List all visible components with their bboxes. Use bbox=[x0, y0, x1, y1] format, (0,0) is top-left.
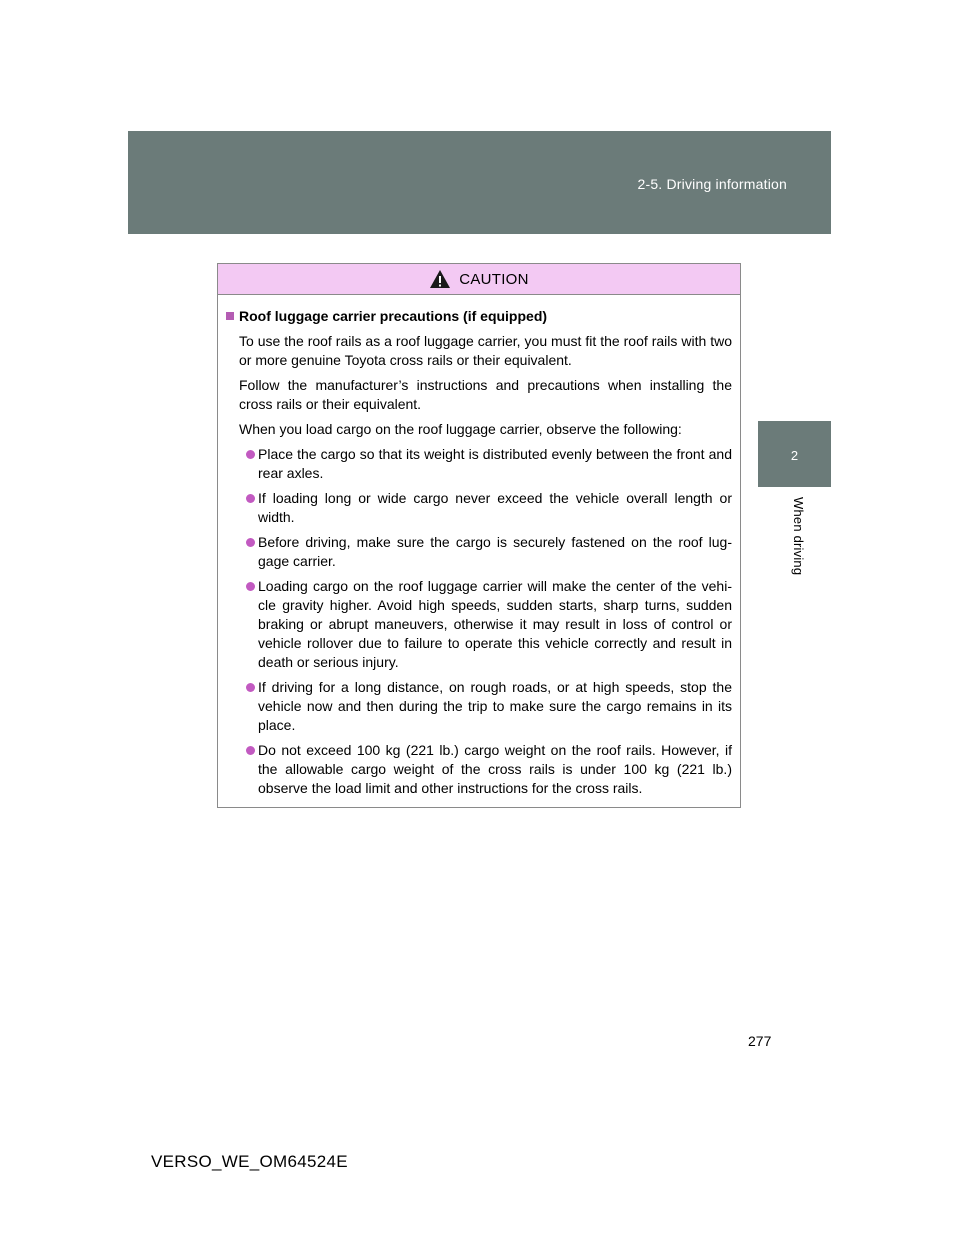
square-bullet-icon bbox=[226, 312, 234, 320]
caution-heading-text: Roof luggage carrier precautions (if equipped) bbox=[239, 308, 548, 324]
section-title: 2-5. Driving information bbox=[637, 176, 787, 192]
bullet-dot-icon bbox=[246, 746, 255, 755]
list-item-text: If driving for a long distance, on rough roads, or at high speeds, stop the vehicle now and then during the trip to make sure the cargo remains in its place. bbox=[258, 679, 732, 733]
paragraph: When you load cargo on the roof luggage carrier, observe the following: bbox=[239, 421, 682, 437]
caution-list bbox=[226, 445, 732, 798]
chapter-tab bbox=[758, 421, 831, 487]
chapter-label: When driving bbox=[791, 497, 806, 576]
bullet-dot-icon bbox=[246, 450, 255, 459]
list-item bbox=[226, 577, 732, 672]
paragraph: To use the roof rails as a roof luggage carrier, you must fit the roof rails with two or more genuine Toyota cross rails or their equivalent. bbox=[239, 333, 732, 368]
list-item bbox=[226, 489, 732, 527]
caution-header bbox=[218, 264, 740, 295]
list-item bbox=[226, 533, 732, 571]
list-item bbox=[226, 445, 732, 483]
list-item bbox=[226, 678, 732, 735]
bullet-dot-icon bbox=[246, 538, 255, 547]
list-item-text: Loading cargo on the roof luggage carrier will make the center of the vehi-cle gravity higher. Avoid high speeds, sudden starts, sharp turns, sudden braking or abrupt maneuvers, otherwise it may result in loss of control or vehicle rollover due to failure to operate this vehicle correctly and result in death or serious injury. bbox=[258, 578, 732, 670]
caution-box bbox=[217, 263, 741, 808]
list-item-text: If loading long or wide cargo never exceed the vehicle overall length or width. bbox=[258, 490, 732, 525]
bullet-dot-icon bbox=[246, 582, 255, 591]
header-bar bbox=[128, 131, 831, 234]
document-code: VERSO_WE_OM64524E bbox=[151, 1152, 348, 1171]
bullet-dot-icon bbox=[246, 494, 255, 503]
caution-body bbox=[218, 295, 740, 798]
caution-heading bbox=[226, 307, 732, 326]
list-item bbox=[226, 741, 732, 798]
list-item-text: Do not exceed 100 kg (221 lb.) cargo weight on the roof rails. However, if the allowable cargo weight of the cross rails is under 100 kg (221 lb.) observe the load limit and other instructions for the cross rails. bbox=[258, 742, 732, 796]
chapter-number: 2 bbox=[790, 448, 799, 463]
paragraph: Follow the manufacturer’s instructions and precautions when installing the cross rails or their equivalent. bbox=[239, 377, 732, 412]
caution-title: CAUTION bbox=[459, 270, 529, 288]
warning-triangle-icon bbox=[429, 269, 451, 289]
list-item-text: Before driving, make sure the cargo is securely fastened on the roof lug-gage carrier. bbox=[258, 534, 732, 569]
page-number: 277 bbox=[748, 1033, 772, 1049]
list-item-text: Place the cargo so that its weight is distributed evenly between the front and rear axles. bbox=[258, 446, 732, 481]
bullet-dot-icon bbox=[246, 683, 255, 692]
